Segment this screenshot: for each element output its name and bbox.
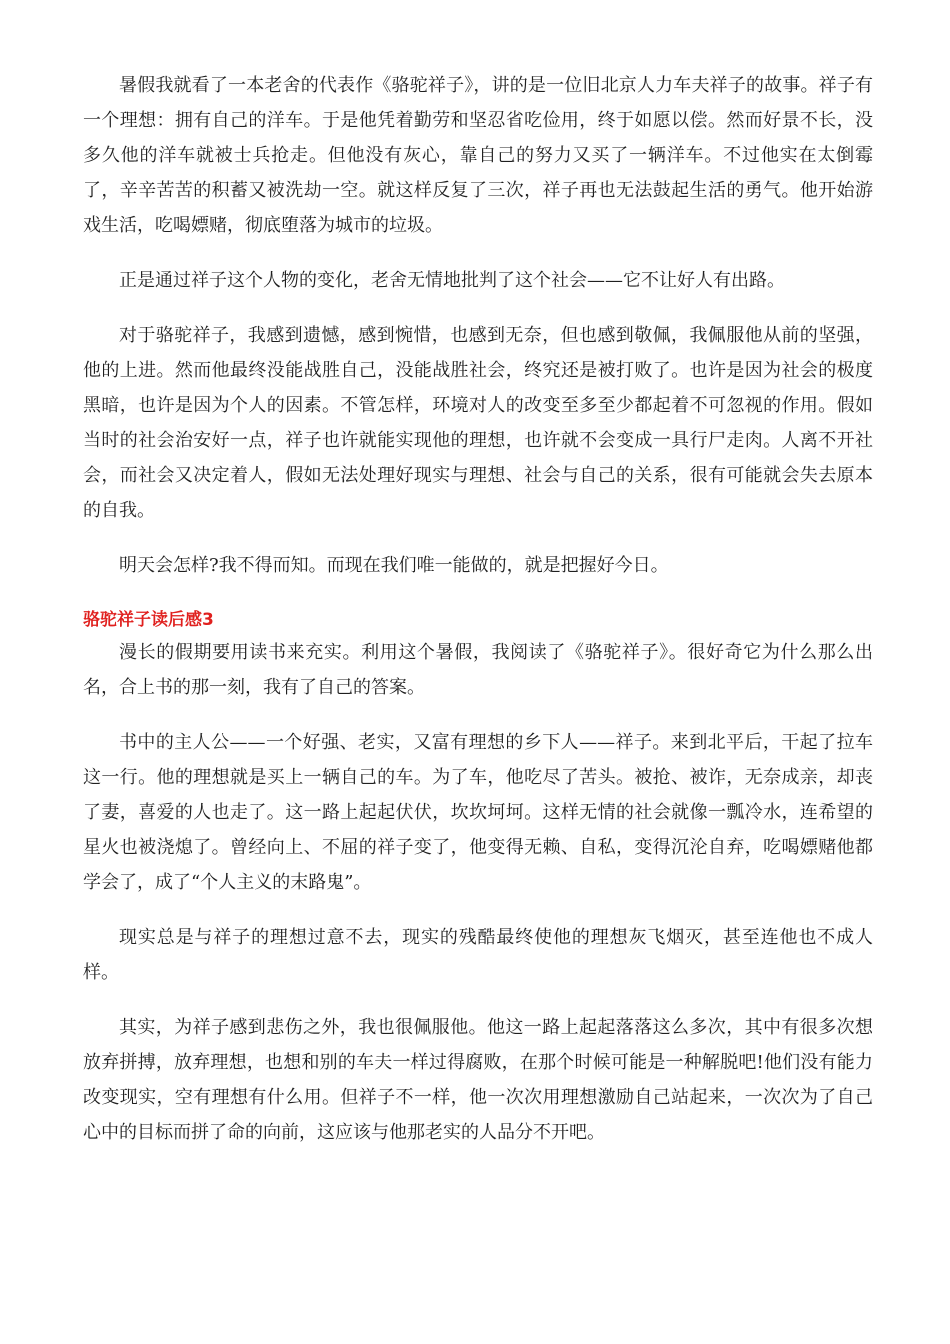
paragraph-reality: 现实总是与祥子的理想过意不去，现实的残酷最终使他的理想灰飞烟灭，甚至连他也不成人样。: [83, 927, 873, 983]
document-body: [83, 68, 873, 1170]
paragraph-reflection: 对于骆驼祥子，我感到遗憾，感到惋惜，也感到无奈，但也感到敬佩，我佩服他从前的坚强，他的上进。然而他最终没能战胜自己，没能战胜社会，终究还是被打败了。也许是因为社会的极度黑暗，也许是因为个人的因素。不管怎样，环境对人的改变至多至少都起着不可忽视的作用。假如当时的社会治安好一点，祥子也许就能实现他的理想，也许就不会变成一具行尸走肉。人离不开社会，而社会又决定着人，假如无法处理好现实与理想、社会与自己的关系，很有可能就会失去原本的自我。: [83, 325, 873, 521]
paragraph-conclusion: 明天会怎样?我不得而知。而现在我们唯一能做的，就是把握好今日。: [119, 555, 669, 576]
paragraph-summary: 暑假我就看了一本老舍的代表作《骆驼祥子》，讲的是一位旧北京人力车夫祥子的故事。祥子有一个理想：拥有自己的洋车。于是他凭着勤劳和坚忍省吃俭用，终于如愿以偿。然而好景不长，没多久他的洋车就被士兵抢走。但他没有灰心，靠自己的努力又买了一辆洋车。不过他实在太倒霉了，辛辛苦苦的积蓄又被洗劫一空。就这样反复了三次，祥子再也无法鼓起生活的勇气。他开始游戏生活，吃喝嫖赌，彻底堕落为城市的垃圾。: [83, 75, 873, 236]
paragraph-critique: 正是通过祥子这个人物的变化，老舍无情地批判了这个社会——它不让好人有出路。: [119, 270, 785, 291]
paragraph-protagonist: 书中的主人公——一个好强、老实，又富有理想的乡下人——祥子。来到北平后，干起了拉车这一行。他的理想就是买上一辆自己的车。为了车，他吃尽了苦头。被抢、被诈，无奈成亲，却丧了妻，喜爱的人也走了。这一路上起起伏伏，坎坎坷坷。这样无情的社会就像一瓢冷水，连希望的星火也被浇熄了。曾经向上、不屈的祥子变了，他变得无赖、自私，变得沉沦自弃，吃喝嫖赌他都学会了，成了“个人主义的末路鬼”。: [83, 732, 873, 893]
section-heading: 骆驼祥子读后感3: [83, 610, 214, 630]
paragraph-admiration: 其实，为祥子感到悲伤之外，我也很佩服他。他这一路上起起落落这么多次，其中有很多次想放弃拼搏，放弃理想，也想和别的车夫一样过得腐败，在那个时候可能是一种解脱吧!他们没有能力改变现实，空有理想有什么用。但祥子不一样，他一次次用理想激励自己站起来，一次次为了自己心中的目标而拼了命的向前，这应该与他那老实的人品分不开吧。: [83, 1017, 873, 1143]
paragraph-intro: 漫长的假期要用读书来充实。利用这个暑假，我阅读了《骆驼祥子》。很好奇它为什么那么出名，合上书的那一刻，我有了自己的答案。: [83, 642, 873, 698]
